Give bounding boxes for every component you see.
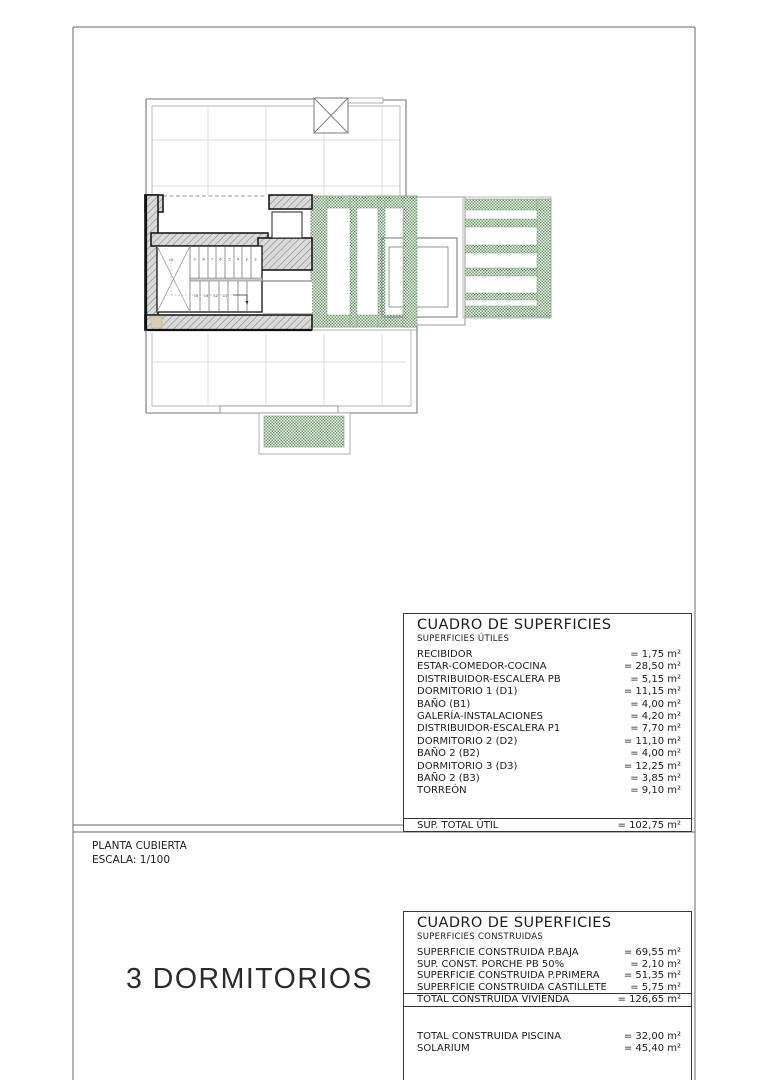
table-title: CUADRO DE SUPERFICIES bbox=[417, 915, 612, 931]
table-rows bbox=[404, 649, 691, 798]
table-row: RECIBIDOR = 1,75 m² bbox=[417, 649, 681, 660]
svg-text:7: 7 bbox=[210, 257, 214, 262]
bedrooms-label: 3 DORMITORIOS bbox=[126, 963, 373, 995]
table-subtitle: SUPERFICIES ÚTILES bbox=[417, 634, 510, 644]
svg-text:12: 12 bbox=[213, 294, 218, 298]
svg-text:2: 2 bbox=[254, 257, 257, 262]
table-row: BAÑO 2 (B3) = 3,85 m² bbox=[417, 772, 681, 784]
svg-text:6: 6 bbox=[219, 257, 222, 262]
stair-corridor bbox=[263, 281, 312, 314]
svg-text:11: 11 bbox=[222, 294, 228, 298]
table-row: SUP. CONST. PORCHE PB 50% = 2,10 m² bbox=[417, 958, 681, 970]
pergola-horizontal-beams bbox=[463, 197, 551, 318]
table-row: SUPERFICIE CONSTRUIDA CASTILLETE = 5,75 m² bbox=[417, 981, 681, 993]
table-row: DISTRIBUIDOR-ESCALERA PB = 5,15 m² bbox=[417, 673, 681, 685]
table-row: TOTAL CONSTRUIDA PISCINA = 32,00 m² bbox=[417, 1031, 681, 1042]
table-total-row: TOTAL CONSTRUIDA VIVIENDA = 126,65 m² bbox=[404, 993, 691, 1007]
svg-text:13: 13 bbox=[203, 294, 209, 298]
table-row: DORMITORIO 2 (D2) = 11,10 m² bbox=[417, 735, 681, 747]
plan-scale: ESCALA: 1/100 bbox=[92, 853, 171, 866]
table-row: SUPERFICIE CONSTRUIDA P.BAJA = 69,55 m² bbox=[417, 947, 681, 958]
table-title: CUADRO DE SUPERFICIES bbox=[417, 617, 612, 633]
porch-canopy bbox=[259, 413, 350, 454]
table-row: BAÑO 2 (B2) = 4,00 m² bbox=[417, 748, 681, 760]
surface-table-utiles bbox=[403, 613, 692, 832]
svg-text:14: 14 bbox=[193, 294, 199, 298]
table-row: TORREÓN = 9,10 m² bbox=[417, 785, 681, 797]
shaft-opening bbox=[272, 212, 302, 238]
plan-title: PLANTA CUBIERTA bbox=[92, 840, 187, 852]
castillete-roof bbox=[382, 196, 465, 327]
pergola-beam-over-skylight bbox=[403, 196, 417, 327]
table-subtitle: SUPERFICIES CONSTRUIDAS bbox=[417, 932, 544, 942]
upper-roof-terrace bbox=[146, 98, 406, 196]
svg-text:8: 8 bbox=[202, 257, 205, 262]
table-row: BAÑO (B1) = 4,00 m² bbox=[417, 698, 681, 710]
table-row: DORMITORIO 3 (D3) = 12,25 m² bbox=[417, 760, 681, 772]
stair-handrail bbox=[190, 278, 262, 281]
table-total-row: SUP. TOTAL ÚTIL = 102,75 m² bbox=[404, 818, 691, 832]
duct-detail bbox=[151, 316, 162, 328]
svg-text:5: 5 bbox=[228, 257, 231, 262]
svg-text:4: 4 bbox=[236, 257, 240, 262]
table-row: GALERÍA-INSTALACIONES = 4,20 m² bbox=[417, 710, 681, 722]
table-extra-rows bbox=[404, 1031, 691, 1054]
table-rows bbox=[404, 947, 691, 993]
parapet-step bbox=[348, 98, 383, 103]
table-row: DISTRIBUIDOR-ESCALERA P1 = 7,70 m² bbox=[417, 723, 681, 735]
table-row: SOLARIUM = 45,40 m² bbox=[417, 1042, 681, 1054]
chimney-skylight bbox=[314, 98, 348, 133]
svg-text:9: 9 bbox=[193, 257, 196, 262]
parapet-detail bbox=[220, 406, 338, 413]
plan-caption bbox=[92, 840, 187, 867]
svg-text:10: 10 bbox=[168, 258, 174, 262]
table-row: DORMITORIO 1 (D1) = 11,15 m² bbox=[417, 686, 681, 698]
surface-table-construidas bbox=[403, 911, 692, 1080]
table-row: ESTAR-COMEDOR-COCINA = 28,50 m² bbox=[417, 661, 681, 673]
svg-text:3: 3 bbox=[245, 257, 248, 262]
lower-roof-terrace bbox=[146, 327, 417, 413]
table-row: SUPERFICIE CONSTRUIDA P.PRIMERA = 51,35 m² bbox=[417, 970, 681, 981]
